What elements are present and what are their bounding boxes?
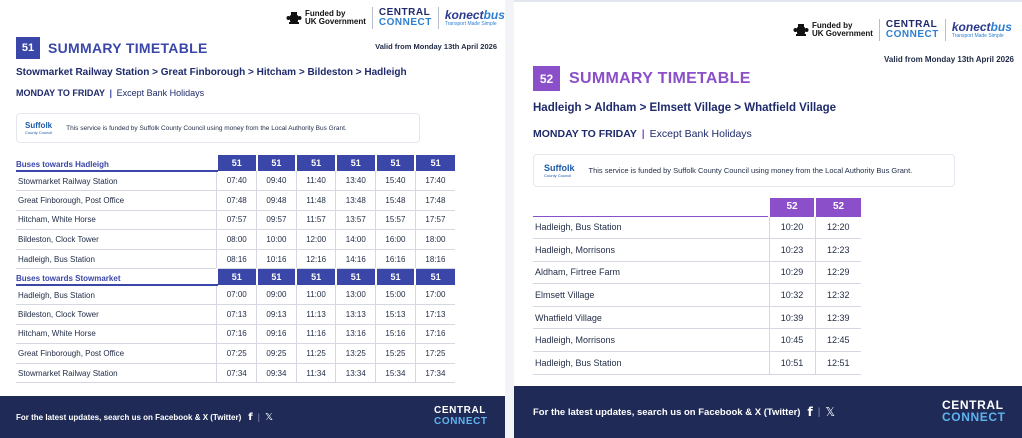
departure-time: 12:32: [815, 284, 861, 307]
route-description: Stowmarket Railway Station > Great Finborough > Hitcham > Bildeston > Hadleigh: [16, 67, 407, 78]
table-row: [16, 210, 455, 230]
suffolk-county-council-logo: [544, 164, 575, 178]
days-label: MONDAY TO FRIDAY: [16, 88, 106, 98]
stop-name: Whatfield Village: [533, 306, 769, 329]
departure-time: 15:34: [376, 363, 416, 383]
departure-time: 10:39: [769, 306, 815, 329]
timetable-52-panel: [514, 0, 1022, 438]
route-number-badge: 51: [16, 37, 40, 59]
departure-time: 13:34: [336, 363, 376, 383]
direction-heading: Buses towards Stowmarket: [16, 269, 217, 285]
facebook-icon[interactable]: f: [248, 411, 253, 423]
route-column-header: 51: [257, 269, 297, 285]
footer-text: For the latest updates, search us on Facebook & X (Twitter): [16, 412, 242, 422]
table-row: [533, 284, 861, 307]
funded-line-2: UK Government: [812, 29, 873, 38]
konect-text: konect: [444, 7, 484, 22]
footer: [514, 386, 1022, 438]
footer: [0, 396, 505, 438]
footer-text: For the latest updates, search us on Facebook & X (Twitter): [533, 406, 801, 418]
departure-time: 17:40: [415, 171, 455, 191]
departure-time: 15:16: [376, 324, 416, 344]
departure-time: 11:40: [296, 171, 336, 191]
timetable-51-table: [16, 155, 455, 383]
central-connect-line-2: CONNECT: [378, 17, 432, 28]
departure-time: 09:40: [257, 171, 297, 191]
funding-text: This service is funded by Suffolk County Council using money from the Local Authority Bus Grant.: [66, 124, 347, 132]
departure-time: 13:00: [336, 285, 376, 305]
timetable-52-table: [533, 198, 861, 375]
departure-time: 10:32: [769, 284, 815, 307]
departure-time: 11:48: [296, 191, 336, 211]
departure-time: 07:57: [217, 210, 257, 230]
route-column-header: 51: [336, 269, 376, 285]
x-twitter-icon[interactable]: 𝕏: [264, 411, 273, 423]
suffolk-county-council-logo: [25, 121, 52, 135]
stop-name: Hitcham, White Horse: [16, 324, 217, 344]
suffolk-logo-small: County Council: [544, 172, 572, 178]
konect-tagline: Transport Made Simple: [444, 20, 497, 27]
table-row: [16, 363, 455, 383]
departure-time: 14:16: [336, 249, 376, 269]
title-row: [533, 66, 751, 91]
brand-bar: [793, 19, 1012, 41]
footer-logo-line-1: CENTRAL: [434, 405, 486, 416]
departure-time: 12:39: [815, 306, 861, 329]
stop-name: Stowmarket Railway Station: [16, 363, 217, 383]
departure-time: 12:45: [815, 329, 861, 352]
suffolk-logo-main: Suffolk: [544, 162, 575, 173]
days-separator: |: [109, 88, 113, 98]
route-column-header: 51: [415, 155, 455, 171]
central-connect-line-1: CENTRAL: [378, 7, 431, 18]
days-label: MONDAY TO FRIDAY: [533, 128, 637, 140]
route-column-header: 52: [815, 198, 861, 216]
footer-separator: |: [257, 412, 260, 422]
route-number-badge: 52: [533, 66, 560, 91]
panel-divider: [505, 0, 514, 438]
route-column-header: 52: [769, 198, 815, 216]
funded-line-1: Funded by: [812, 21, 853, 30]
stop-name: Hadleigh, Bus Station: [533, 352, 769, 375]
departure-time: 14:00: [336, 230, 376, 250]
funded-by-uk-government: [305, 10, 366, 26]
operating-days: [533, 128, 752, 140]
x-twitter-icon[interactable]: 𝕏: [825, 405, 835, 419]
departure-time: 16:16: [376, 249, 416, 269]
stop-name: Hadleigh, Bus Station: [16, 285, 217, 305]
departure-time: 09:57: [257, 210, 297, 230]
table-row: [16, 171, 455, 191]
funded-line-1: Funded by: [305, 9, 346, 18]
route-column-header: 51: [257, 155, 297, 171]
table-row: [16, 191, 455, 211]
footer-logo-line-2: CONNECT: [942, 410, 1006, 424]
section-header-row: [16, 269, 455, 285]
funded-line-2: UK Government: [305, 17, 366, 26]
table-row: [16, 249, 455, 269]
departure-time: 15:00: [376, 285, 416, 305]
stop-name: Aldham, Firtree Farm: [533, 261, 769, 284]
departure-time: 09:00: [257, 285, 297, 305]
departure-time: 13:25: [336, 344, 376, 364]
footer-logo-line-2: CONNECT: [434, 416, 488, 427]
departure-time: 11:00: [296, 285, 336, 305]
departure-time: 09:34: [257, 363, 297, 383]
departure-time: 10:20: [769, 216, 815, 239]
departure-time: 07:48: [217, 191, 257, 211]
departure-time: 08:00: [217, 230, 257, 250]
stop-name: Great Finborough, Post Office: [16, 191, 217, 211]
funding-text: This service is funded by Suffolk County Council using money from the Local Authority Bus Grant.: [588, 166, 913, 175]
facebook-icon[interactable]: f: [807, 405, 813, 419]
central-connect-logo: [886, 20, 939, 40]
departure-time: 11:25: [296, 344, 336, 364]
route-column-header: 51: [376, 155, 416, 171]
brand-divider: [372, 7, 373, 29]
valid-from-date: Valid from Monday 13th April 2026: [375, 42, 497, 51]
departure-time: 13:40: [336, 171, 376, 191]
route-column-header: 51: [336, 155, 376, 171]
section-header-row: [16, 155, 455, 171]
departure-time: 07:16: [217, 324, 257, 344]
table-row: [533, 352, 861, 375]
departure-time: 12:00: [296, 230, 336, 250]
departure-time: 13:13: [336, 305, 376, 325]
table-row: [16, 344, 455, 364]
stop-name: Bildeston, Clock Tower: [16, 305, 217, 325]
route-column-header: 51: [217, 155, 257, 171]
departure-time: 15:13: [376, 305, 416, 325]
departure-time: 11:13: [296, 305, 336, 325]
funding-notice: [16, 113, 420, 143]
departure-time: 12:29: [815, 261, 861, 284]
departure-time: 07:25: [217, 344, 257, 364]
table-row: [533, 329, 861, 352]
departure-time: 12:16: [296, 249, 336, 269]
departure-time: 07:00: [217, 285, 257, 305]
table-row: [533, 261, 861, 284]
departure-time: 10:51: [769, 352, 815, 375]
departure-time: 13:48: [336, 191, 376, 211]
departure-time: 09:25: [257, 344, 297, 364]
departure-time: 18:16: [415, 249, 455, 269]
brand-divider: [879, 19, 880, 41]
departure-time: 17:00: [415, 285, 455, 305]
table-row: [16, 285, 455, 305]
stop-name: Hitcham, White Horse: [16, 210, 217, 230]
route-column-header: 51: [296, 269, 336, 285]
departure-time: 10:00: [257, 230, 297, 250]
section-header-row: [533, 198, 861, 216]
suffolk-logo-main: Suffolk: [25, 121, 53, 130]
departure-time: 10:23: [769, 239, 815, 262]
departure-time: 17:16: [415, 324, 455, 344]
table-row: [16, 305, 455, 325]
departure-time: 12:23: [815, 239, 861, 262]
brand-divider: [438, 7, 439, 29]
departure-time: 10:45: [769, 329, 815, 352]
departure-time: 09:48: [257, 191, 297, 211]
central-connect-line-1: CENTRAL: [885, 19, 938, 30]
departure-time: 17:13: [415, 305, 455, 325]
days-note: Except Bank Holidays: [649, 128, 752, 140]
stop-name: Stowmarket Railway Station: [16, 171, 217, 191]
departure-time: 17:48: [415, 191, 455, 211]
stop-name: Great Finborough, Post Office: [16, 344, 217, 364]
central-connect-line-2: CONNECT: [885, 29, 939, 40]
departure-time: 11:57: [296, 210, 336, 230]
central-connect-logo: [379, 8, 432, 28]
page-title: SUMMARY TIMETABLE: [48, 40, 208, 56]
stop-name: Bildeston, Clock Tower: [16, 230, 217, 250]
timetable-51-panel: [0, 0, 505, 438]
central-connect-footer-logo: [434, 405, 488, 427]
departure-time: 09:13: [257, 305, 297, 325]
departure-time: 15:40: [376, 171, 416, 191]
departure-time: 08:16: [217, 249, 257, 269]
departure-time: 11:34: [296, 363, 336, 383]
konectbus-logo: [444, 7, 505, 27]
konect-text: konect: [951, 19, 991, 34]
direction-heading: Buses towards Hadleigh: [16, 155, 217, 171]
route-description: Hadleigh > Aldham > Elmsett Village > Whatfield Village: [533, 102, 837, 114]
konect-tagline: Transport Made Simple: [951, 32, 1004, 39]
footer-logo-line-1: CENTRAL: [942, 398, 1004, 412]
royal-crest-icon: [793, 23, 809, 37]
departure-time: 13:16: [336, 324, 376, 344]
departure-time: 11:16: [296, 324, 336, 344]
central-connect-footer-logo: [942, 399, 1006, 423]
table-row: [533, 239, 861, 262]
funded-by-uk-government: [812, 22, 873, 38]
funding-notice: [533, 154, 955, 187]
brand-bar: [286, 7, 505, 29]
stop-name: Elmsett Village: [533, 284, 769, 307]
departure-time: 07:34: [217, 363, 257, 383]
page-title: SUMMARY TIMETABLE: [569, 69, 751, 87]
konect-bus-text: bus: [990, 19, 1012, 34]
table-row: [533, 216, 861, 239]
royal-crest-icon: [286, 11, 302, 25]
departure-time: 17:25: [415, 344, 455, 364]
table-row: [16, 230, 455, 250]
footer-separator: |: [817, 406, 821, 418]
days-separator: |: [641, 128, 645, 140]
stop-name: Hadleigh, Bus Station: [533, 216, 769, 239]
operating-days: [16, 88, 204, 98]
konectbus-logo: [951, 19, 1012, 39]
departure-time: 10:29: [769, 261, 815, 284]
departure-time: 10:16: [257, 249, 297, 269]
days-note: Except Bank Holidays: [116, 88, 205, 98]
route-column-header: 51: [217, 269, 257, 285]
departure-time: 13:57: [336, 210, 376, 230]
stop-name: Hadleigh, Bus Station: [16, 249, 217, 269]
departure-time: 15:57: [376, 210, 416, 230]
departure-time: 15:25: [376, 344, 416, 364]
stop-name: Hadleigh, Morrisons: [533, 329, 769, 352]
departure-time: 18:00: [415, 230, 455, 250]
departure-time: 15:48: [376, 191, 416, 211]
stop-name: Hadleigh, Morrisons: [533, 239, 769, 262]
departure-time: 17:57: [415, 210, 455, 230]
brand-divider: [945, 19, 946, 41]
departure-time: 09:16: [257, 324, 297, 344]
konect-bus-text: bus: [483, 7, 505, 22]
header-spacer: [533, 198, 769, 216]
departure-time: 07:40: [217, 171, 257, 191]
table-row: [533, 306, 861, 329]
departure-time: 16:00: [376, 230, 416, 250]
route-column-header: 51: [296, 155, 336, 171]
title-row: [16, 37, 208, 59]
departure-time: 07:13: [217, 305, 257, 325]
table-row: [16, 324, 455, 344]
departure-time: 12:51: [815, 352, 861, 375]
route-column-header: 51: [415, 269, 455, 285]
departure-time: 17:34: [415, 363, 455, 383]
valid-from-date: Valid from Monday 13th April 2026: [884, 55, 1014, 64]
departure-time: 12:20: [815, 216, 861, 239]
route-column-header: 51: [376, 269, 416, 285]
suffolk-logo-small: County Council: [25, 130, 53, 135]
